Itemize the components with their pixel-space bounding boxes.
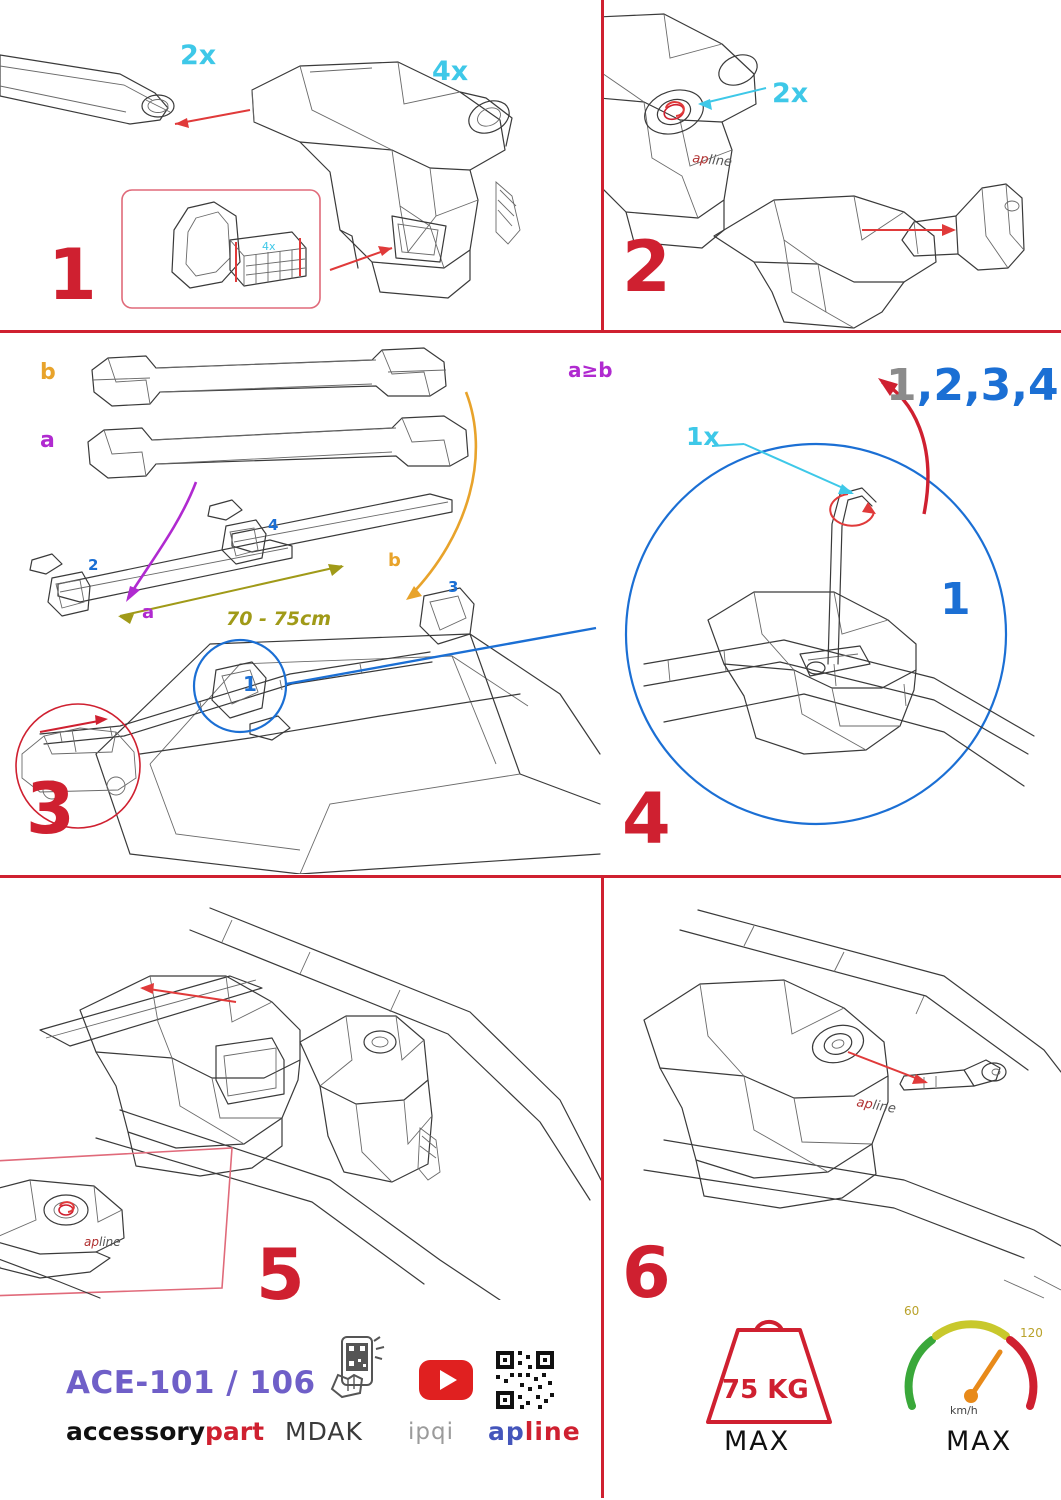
model-label: ACE-101 / 106 (66, 1365, 316, 1401)
brand-line-text: line (524, 1417, 581, 1446)
youtube-icon[interactable] (418, 1359, 474, 1401)
step-1-number: 1 (48, 234, 95, 316)
step-2-number: 2 (622, 226, 669, 308)
step-3-label-a-bar: a (40, 428, 55, 453)
max-load-label: MAX (724, 1426, 791, 1457)
step-4-panel (568, 334, 1061, 874)
step-2-panel (604, 0, 1061, 330)
divider-row-2 (0, 875, 1061, 878)
footer-limits (604, 1300, 1061, 1500)
gauge-unit: km/h (950, 1404, 978, 1417)
step-6-number: 6 (622, 1232, 669, 1314)
brand-accessory-text: accessory (66, 1417, 206, 1446)
step-4-qty-1x: 1x (686, 422, 720, 451)
step-3-label-a-curve: a (142, 602, 155, 623)
step-5-panel (0, 880, 601, 1316)
qr-code-icon (494, 1349, 556, 1411)
step-3-label-b-bar: b (40, 360, 56, 385)
step-6-illustration (604, 880, 1061, 1300)
gauge-tick-120: 120 (1020, 1326, 1043, 1340)
brand-ap-text: ap (488, 1417, 525, 1446)
brand-apline (488, 1417, 581, 1446)
footer-left (0, 1355, 601, 1500)
step-3-number: 3 (26, 768, 73, 850)
svg-text:apline: apline (855, 1095, 897, 1117)
svg-text:4x: 4x (262, 240, 276, 253)
step-3-distance-label: 70 - 75cm (226, 608, 332, 630)
step-3-pos-1: 1 (243, 672, 257, 696)
step-3-label-b-curve: b (388, 550, 401, 571)
divider-row-1 (0, 330, 1061, 333)
step-2-qty-lock: 2x (772, 78, 809, 109)
brand-ipqi: ipqi (408, 1419, 454, 1445)
step-4-illustration (604, 334, 1061, 874)
max-load-value: 75 KG (722, 1375, 809, 1405)
step-2-illustration (604, 0, 1061, 330)
step-1-qty-bar: 2x (180, 40, 217, 71)
step-3-panel (0, 334, 601, 874)
svg-text:apline: apline (84, 1235, 121, 1249)
step-4-sequence: 1,2,3,4 (886, 360, 1059, 411)
max-speed-label: MAX (946, 1426, 1013, 1457)
svg-text:apline: apline (691, 151, 733, 171)
gauge-tick-60: 60 (904, 1304, 920, 1318)
brand-mdak: MDAK (285, 1417, 363, 1446)
step-4-number: 4 (622, 778, 669, 860)
qr-hand-icon (318, 1331, 398, 1411)
step-1-qty-foot: 4x (432, 56, 469, 87)
step-3-pos-4: 4 (268, 516, 279, 534)
weight-icon (694, 1300, 844, 1430)
step-4-label-ageb: a≥b (568, 358, 613, 382)
brand-accessorypart (66, 1417, 264, 1446)
brand-part-text: part (205, 1417, 265, 1446)
step-4-first: 1 (940, 574, 971, 625)
step-1-panel (0, 0, 601, 330)
step-5-number: 5 (256, 1234, 303, 1316)
step-3-pos-2: 2 (88, 556, 99, 574)
step-3-pos-3: 3 (448, 578, 459, 596)
step-3-illustration (0, 334, 601, 874)
